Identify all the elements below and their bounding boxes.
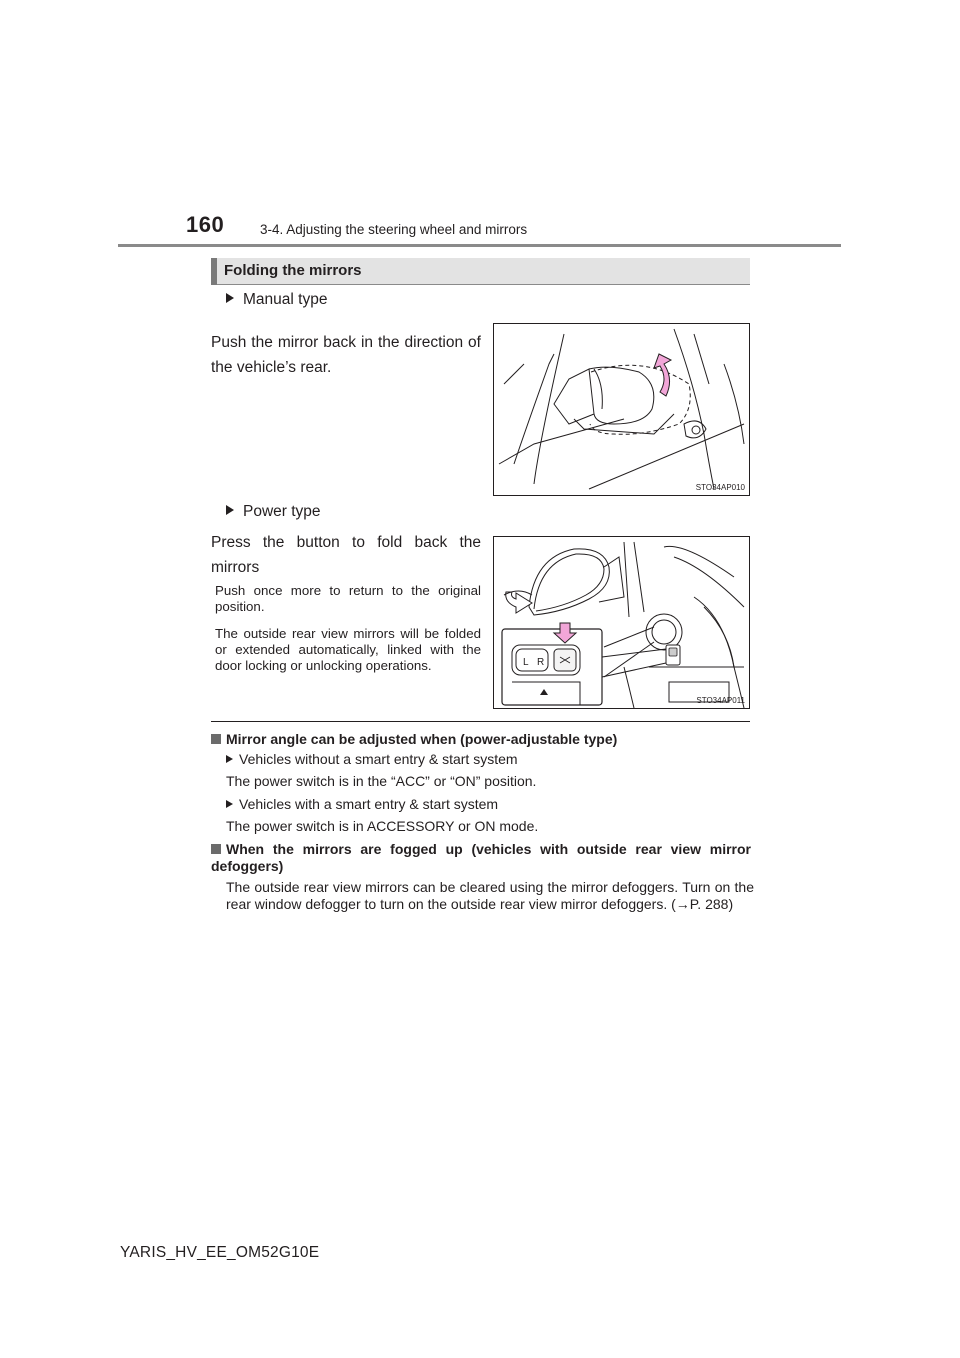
footer-code: YARIS_HV_EE_OM52G10E [120,1244,320,1261]
triangle-bullet-icon [226,755,233,763]
power-type-heading [226,503,321,521]
square-bullet-icon [211,734,221,744]
no-smart-entry-condition: The power switch is in the “ACC” or “ON” position. [226,773,537,789]
smart-entry-text: Vehicles with a smart entry & start system [239,796,499,812]
section-title: Folding the mirrors [224,262,362,279]
power-mirror-illustration [494,537,749,708]
figure-code: STO34AP011 [696,696,745,705]
manual-type-label: Manual type [243,291,328,308]
manual-mirror-illustration [494,324,749,495]
manual-instruction: Push the mirror back in the direction of the vehicle’s rear. [211,334,481,376]
smart-entry-label [226,796,754,813]
fold-arrow-icon [654,354,671,396]
manual-mirror-figure [493,323,750,496]
section-header [211,258,750,285]
triangle-bullet-icon [226,800,233,808]
smart-entry-condition: The power switch is in ACCESSORY or ON mode. [226,818,539,834]
manual-type-heading [226,291,327,309]
switch-right-label: R [537,657,545,668]
triangle-bullet-icon [226,293,234,303]
running-head: 3-4. Adjusting the steering wheel and mirrors [260,222,528,237]
section-tab [211,258,217,285]
power-type-label: Power type [243,503,321,520]
power-note-automatic: The outside rear view mirrors will be folded or extended automatically, linked with the door locking or unlocking operations. [215,626,481,673]
triangle-bullet-icon [226,505,234,515]
switch-left-label: L [523,657,529,668]
square-bullet-icon [211,844,221,854]
defogger-heading [211,841,751,875]
mirror-angle-heading-text: Mirror angle can be adjusted when (power-adjustable type) [226,731,618,747]
section-divider [211,721,750,722]
page-number: 160 [186,212,225,237]
figure-code: STO34AP010 [695,483,745,492]
power-note-return: Push once more to return to the original position. [215,583,481,614]
mirror-angle-heading [211,731,751,748]
unfold-arrow-icon [506,592,532,613]
no-smart-entry-text: Vehicles without a smart entry & start system [239,751,518,767]
defogger-text: The outside rear view mirrors can be cleared using the mirror defoggers. Turn on the rear window defogger to turn on the outside rear view mirror defoggers. (→P. 288) [226,879,754,912]
defogger-heading-text: When the mirrors are fogged up (vehicles with outside rear view mirror defoggers) [211,841,751,874]
power-mirror-figure [493,536,750,709]
header-rule [118,244,841,247]
no-smart-entry-label [226,751,754,768]
power-instruction: Press the button to fold back the mirrors [211,534,481,576]
